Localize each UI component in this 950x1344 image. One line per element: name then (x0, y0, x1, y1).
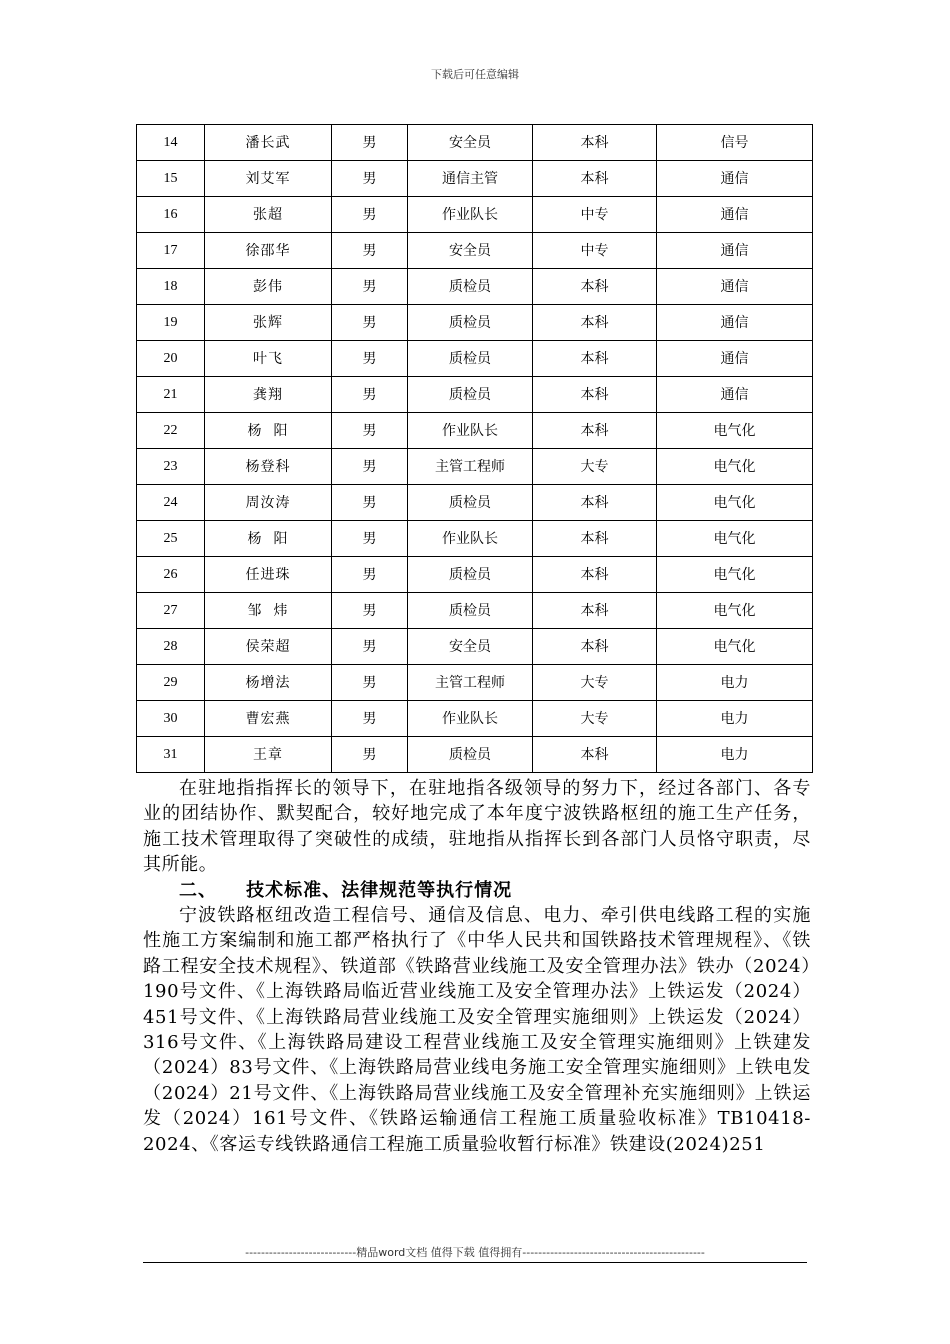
cell-gender: 男 (332, 701, 408, 737)
cell-row-number: 29 (137, 665, 205, 701)
cell-specialty: 通信 (657, 377, 813, 413)
table-row (137, 521, 813, 557)
cell-name: 彭伟 (205, 269, 332, 305)
cell-gender: 男 (332, 377, 408, 413)
cell-specialty: 电气化 (657, 485, 813, 521)
table-row (137, 341, 813, 377)
cell-specialty: 通信 (657, 233, 813, 269)
cell-position: 作业队长 (408, 413, 533, 449)
cell-name: 徐邵华 (205, 233, 332, 269)
cell-specialty: 信号 (657, 125, 813, 161)
cell-row-number: 23 (137, 449, 205, 485)
table-row (137, 665, 813, 701)
cell-education: 本科 (533, 377, 657, 413)
document-body (143, 776, 811, 1157)
staff-table (136, 124, 813, 773)
cell-education: 本科 (533, 161, 657, 197)
table-row (137, 377, 813, 413)
cell-gender: 男 (332, 269, 408, 305)
cell-gender: 男 (332, 449, 408, 485)
cell-gender: 男 (332, 197, 408, 233)
cell-position: 质检员 (408, 557, 533, 593)
cell-gender: 男 (332, 665, 408, 701)
cell-position: 安全员 (408, 629, 533, 665)
cell-row-number: 21 (137, 377, 205, 413)
table-row (137, 161, 813, 197)
cell-specialty: 通信 (657, 305, 813, 341)
cell-row-number: 22 (137, 413, 205, 449)
cell-position: 质检员 (408, 269, 533, 305)
section-heading: 二、 技术标准、法律规范等执行情况 (179, 879, 513, 901)
table-row (137, 233, 813, 269)
cell-name: 张辉 (205, 305, 332, 341)
cell-position: 作业队长 (408, 701, 533, 737)
cell-name: 任进珠 (205, 557, 332, 593)
cell-row-number: 31 (137, 737, 205, 773)
cell-row-number: 30 (137, 701, 205, 737)
table-row (137, 485, 813, 521)
table-row (137, 125, 813, 161)
cell-gender: 男 (332, 521, 408, 557)
cell-specialty: 电气化 (657, 413, 813, 449)
table-row (137, 737, 813, 773)
cell-row-number: 18 (137, 269, 205, 305)
cell-specialty: 电气化 (657, 629, 813, 665)
cell-name: 潘长武 (205, 125, 332, 161)
table-row (137, 197, 813, 233)
cell-position: 质检员 (408, 377, 533, 413)
cell-row-number: 26 (137, 557, 205, 593)
cell-name: 侯荣超 (205, 629, 332, 665)
table-row (137, 557, 813, 593)
cell-position: 安全员 (408, 233, 533, 269)
cell-education: 中专 (533, 197, 657, 233)
cell-education: 本科 (533, 737, 657, 773)
page-footer-note: ----------------------------精品word文档 值得下载 值得拥有---------------------------------------------- (245, 1246, 705, 1259)
table-row (137, 269, 813, 305)
page-header-note: 下载后可任意编辑 (431, 68, 519, 81)
cell-gender: 男 (332, 593, 408, 629)
cell-position: 主管工程师 (408, 449, 533, 485)
cell-row-number: 25 (137, 521, 205, 557)
cell-specialty: 通信 (657, 341, 813, 377)
cell-gender: 男 (332, 557, 408, 593)
cell-position: 质检员 (408, 737, 533, 773)
cell-specialty: 电气化 (657, 449, 813, 485)
footer-divider (143, 1262, 807, 1263)
cell-row-number: 28 (137, 629, 205, 665)
cell-specialty: 通信 (657, 197, 813, 233)
cell-row-number: 27 (137, 593, 205, 629)
cell-row-number: 24 (137, 485, 205, 521)
cell-specialty: 电力 (657, 737, 813, 773)
table-row (137, 449, 813, 485)
cell-position: 作业队长 (408, 521, 533, 557)
cell-gender: 男 (332, 233, 408, 269)
cell-specialty: 电气化 (657, 557, 813, 593)
cell-name: 叶飞 (205, 341, 332, 377)
cell-education: 大专 (533, 449, 657, 485)
cell-education: 中专 (533, 233, 657, 269)
cell-education: 本科 (533, 341, 657, 377)
table-row (137, 593, 813, 629)
cell-row-number: 19 (137, 305, 205, 341)
cell-name: 曹宏燕 (205, 701, 332, 737)
cell-row-number: 16 (137, 197, 205, 233)
cell-specialty: 电力 (657, 665, 813, 701)
cell-education: 本科 (533, 629, 657, 665)
cell-row-number: 20 (137, 341, 205, 377)
summary-paragraph: 在驻地指指挥长的领导下，在驻地指各级领导的努力下，经过各部门、各专业的团结协作、默契配合，较好地完成了本年度宁波铁路枢纽的施工生产任务，施工技术管理取得了突破性的成绩，驻地指从指挥长到各部门人员恪守职责，尽其所能。 (143, 778, 811, 876)
cell-gender: 男 (332, 737, 408, 773)
cell-gender: 男 (332, 125, 408, 161)
cell-row-number: 15 (137, 161, 205, 197)
cell-name: 杨增法 (205, 665, 332, 701)
cell-education: 本科 (533, 593, 657, 629)
cell-name: 龚翔 (205, 377, 332, 413)
cell-position: 质检员 (408, 593, 533, 629)
cell-education: 本科 (533, 305, 657, 341)
cell-position: 质检员 (408, 485, 533, 521)
cell-specialty: 电气化 (657, 593, 813, 629)
cell-education: 本科 (533, 485, 657, 521)
cell-position: 主管工程师 (408, 665, 533, 701)
cell-specialty: 通信 (657, 161, 813, 197)
cell-name: 邹 炜 (205, 593, 332, 629)
cell-name: 杨 阳 (205, 413, 332, 449)
cell-gender: 男 (332, 305, 408, 341)
cell-education: 本科 (533, 125, 657, 161)
cell-gender: 男 (332, 413, 408, 449)
table-row (137, 629, 813, 665)
cell-gender: 男 (332, 341, 408, 377)
table-row (137, 305, 813, 341)
table-row (137, 413, 813, 449)
cell-name: 刘艾军 (205, 161, 332, 197)
cell-position: 质检员 (408, 341, 533, 377)
cell-name: 张超 (205, 197, 332, 233)
table-row (137, 701, 813, 737)
cell-position: 通信主管 (408, 161, 533, 197)
cell-name: 杨登科 (205, 449, 332, 485)
staff-table-body (137, 125, 813, 773)
cell-education: 大专 (533, 701, 657, 737)
cell-name: 王章 (205, 737, 332, 773)
cell-position: 质检员 (408, 305, 533, 341)
cell-name: 周汝涛 (205, 485, 332, 521)
cell-position: 安全员 (408, 125, 533, 161)
cell-education: 本科 (533, 269, 657, 305)
cell-specialty: 电气化 (657, 521, 813, 557)
cell-name: 杨 阳 (205, 521, 332, 557)
cell-specialty: 电力 (657, 701, 813, 737)
cell-education: 本科 (533, 521, 657, 557)
cell-gender: 男 (332, 485, 408, 521)
standards-paragraph: 宁波铁路枢纽改造工程信号、通信及信息、电力、牵引供电线路工程的实施性施工方案编制和施工都严格执行了《中华人民共和国铁路技术管理规程》、《铁路工程安全技术规程》、铁道部《铁路营业线施工及安全管理办法》铁办（2024）190号文件、《上海铁路局临近营业线施工及安全管理办法》上铁运发（2024）451号文件、《上海铁路局营业线施工及安全管理实施细则》上铁运发（2024）316号文件、《上海铁路局建设工程营业线施工及安全管理实施细则》上铁建发（2024）83号文件、《上海铁路局营业线电务施工安全管理实施细则》上铁电发（2024）21号文件、《上海铁路局营业线施工及安全管理补充实施细则》上铁运发（2024）161号文件、《铁路运输通信工程施工质量验收标准》TB10418-2024、《客运专线铁路通信工程施工质量验收暂行标准》铁建设(2024)251 (143, 905, 811, 1155)
cell-row-number: 14 (137, 125, 205, 161)
cell-row-number: 17 (137, 233, 205, 269)
cell-specialty: 通信 (657, 269, 813, 305)
cell-education: 本科 (533, 413, 657, 449)
cell-gender: 男 (332, 161, 408, 197)
cell-gender: 男 (332, 629, 408, 665)
cell-position: 作业队长 (408, 197, 533, 233)
cell-education: 本科 (533, 557, 657, 593)
cell-education: 大专 (533, 665, 657, 701)
